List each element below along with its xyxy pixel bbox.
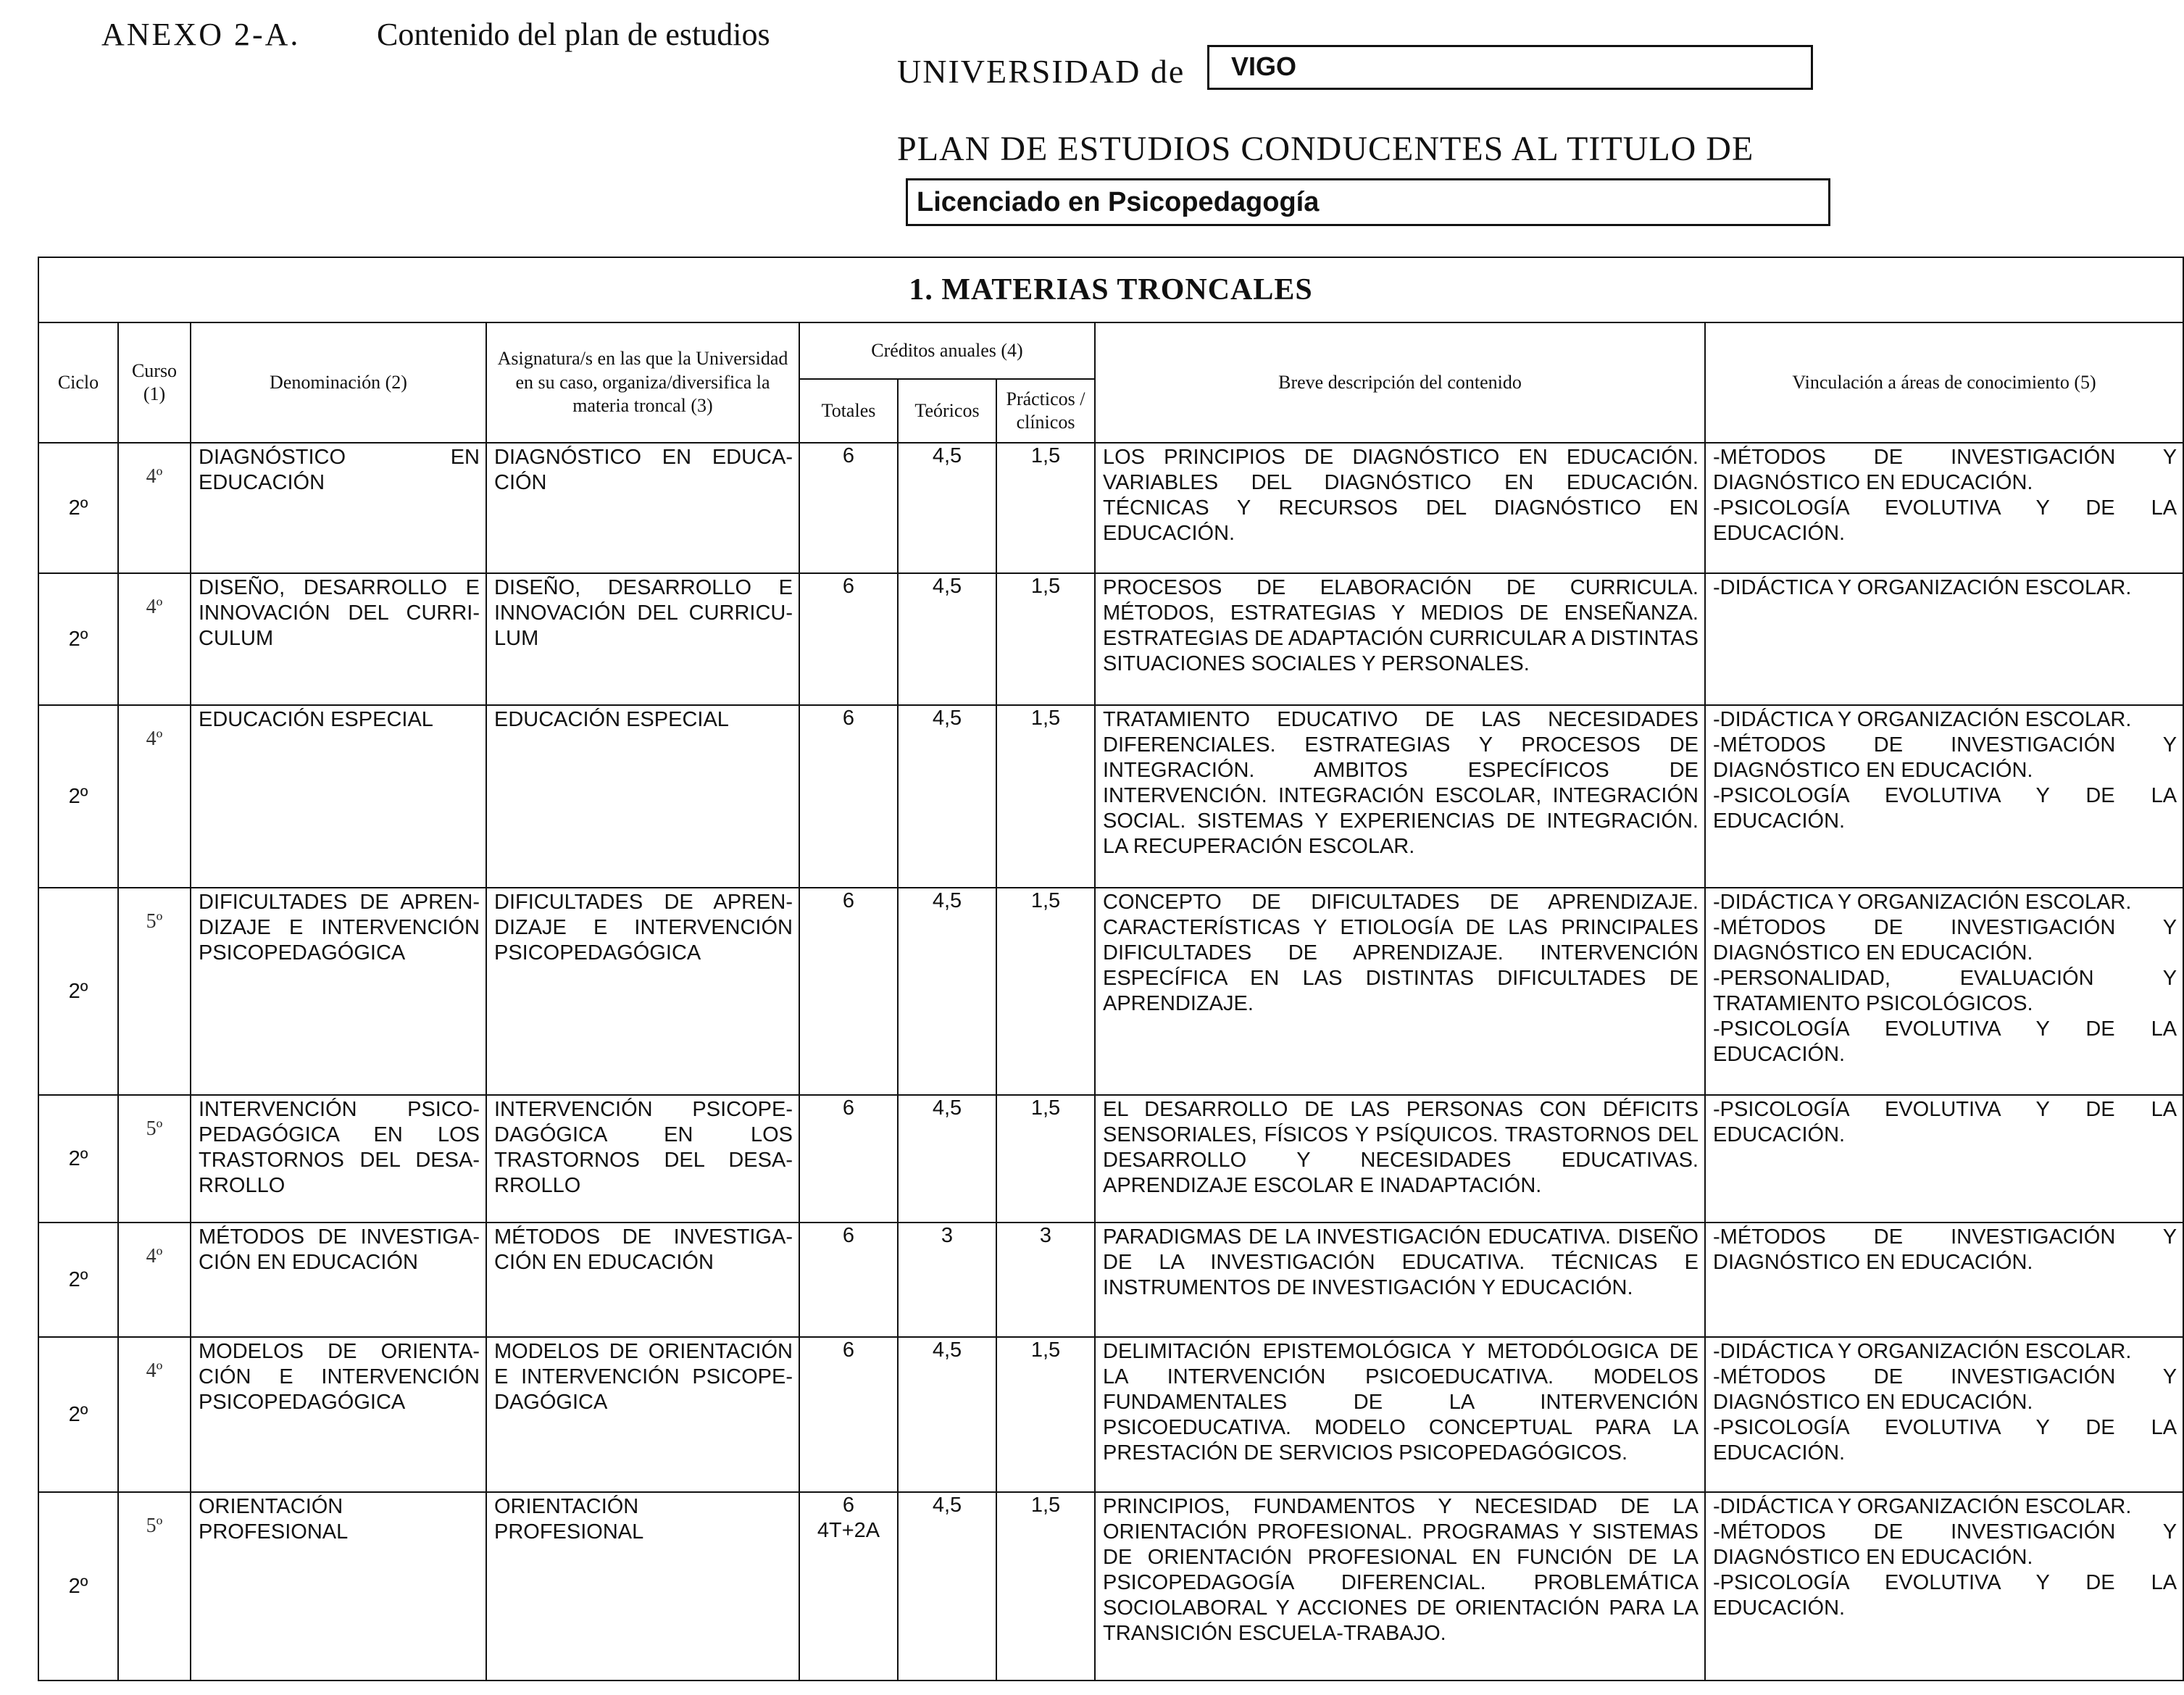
anexo-label: ANEXO 2-A. <box>101 17 301 52</box>
col-denominacion: Denominación (2) <box>191 322 486 443</box>
table-body <box>38 443 2183 1681</box>
totales-cell <box>799 1223 898 1337</box>
totales-value: 6 <box>842 1096 855 1120</box>
practicos-cell: 1,5 <box>996 1337 1095 1492</box>
asignatura-cell: DIAGNÓSTICO EN EDUCA-CIÓN <box>486 443 799 573</box>
curso-cell: 5º <box>118 1492 191 1681</box>
descripcion-cell: LOS PRINCIPIOS DE DIAGNÓSTICO EN EDUCACIÓN. VARIABLES DEL DIAGNÓSTICO EN EDUCACIÓN. TÉCNICAS Y RECURSOS DEL DIAGNÓSTICO EN EDUCACIÓN. <box>1095 443 1705 573</box>
totales-cell <box>799 705 898 888</box>
area-item: -PSICOLOGÍA EVOLUTIVA Y DE LA EDUCACIÓN. <box>1713 1098 2177 1146</box>
denominacion-cell: DIAGNÓSTICO EN EDUCACIÓN <box>191 443 486 573</box>
totales-value: 6 <box>842 889 855 912</box>
area-item: -DIDÁCTICA Y ORGANIZACIÓN ESCOLAR. <box>1713 708 2132 731</box>
area-item: -MÉTODOS DE INVESTIGACIÓN Y DIAGNÓSTICO EN EDUCACIÓN. <box>1713 1520 2177 1569</box>
descripcion-cell: EL DESARROLLO DE LAS PERSONAS CON DÉFICITS SENSORIALES, FÍSICOS Y PSÍQUICOS. TRASTORNOS DEL DESARROLLO Y NECESIDADES EDUCATIVAS. APRENDIZAJE ESCOLAR E INADAPTACIÓN. <box>1095 1095 1705 1223</box>
denominacion-cell: DISEÑO, DESARROLLO E INNOVACIÓN DEL CURRI-CULUM <box>191 573 486 705</box>
totales-cell <box>799 573 898 705</box>
descripcion-cell: TRATAMIENTO EDUCATIVO DE LAS NECESIDADES DIFERENCIALES. ESTRATEGIAS Y PROCESOS DE INTEGRACIÓN. AMBITOS ESPECÍFICOS DE INTERVENCIÓN. INTEGRACIÓN ESCOLAR, INTEGRACIÓN SOCIAL. SISTEMAS Y EXPERIENCIAS DE INTEGRACIÓN. LA RECUPERACIÓN ESCOLAR. <box>1095 705 1705 888</box>
ciclo-cell: 2º <box>38 1095 118 1223</box>
descripcion-cell: PROCESOS DE ELABORACIÓN DE CURRICULA. MÉTODOS, ESTRATEGIAS Y MEDIOS DE ENSEÑANZA. ESTRATEGIAS DE ADAPTACIÓN CURRICULAR A DISTINTAS SITUACIONES SOCIALES Y PERSONALES. <box>1095 573 1705 705</box>
ciclo-cell: 2º <box>38 1492 118 1681</box>
totales-value: 6 <box>842 707 855 730</box>
descripcion-cell: PRINCIPIOS, FUNDAMENTOS Y NECESIDAD DE LA ORIENTACIÓN PROFESIONAL. PROGRAMAS Y SISTEMAS DE ORIENTACIÓN PROFESIONAL EN FUNCIÓN DE LA PSICOPEDAGOGÍA DIFERENCIAL. PROBLEMÁTICA SOCIOLABORAL Y ACCIONES DE ORIENTACIÓN PARA LA TRANSICIÓN ESCUELA-TRABAJO. <box>1095 1492 1705 1681</box>
areas-cell <box>1705 1223 2183 1337</box>
col-curso: Curso (1) <box>118 322 191 443</box>
area-item: -PSICOLOGÍA EVOLUTIVA Y DE LA EDUCACIÓN. <box>1713 1416 2177 1465</box>
area-item: -DIDÁCTICA Y ORGANIZACIÓN ESCOLAR. <box>1713 1340 2132 1363</box>
totales-cell <box>799 1337 898 1492</box>
curso-cell: 5º <box>118 888 191 1095</box>
totales-value: 6 <box>842 575 855 598</box>
practicos-cell: 1,5 <box>996 705 1095 888</box>
titulo-box <box>906 178 1830 226</box>
descripcion-cell: PARADIGMAS DE LA INVESTIGACIÓN EDUCATIVA. DISEÑO DE LA INVESTIGACIÓN EDUCATIVA. TÉCNICAS E INSTRUMENTOS DE INVESTIGACIÓN Y EDUCACIÓN. <box>1095 1223 1705 1337</box>
totales-value: 6 <box>842 1494 855 1517</box>
area-item: -MÉTODOS DE INVESTIGACIÓN Y DIAGNÓSTICO EN EDUCACIÓN. <box>1713 1225 2177 1274</box>
area-item: -MÉTODOS DE INVESTIGACIÓN Y DIAGNÓSTICO EN EDUCACIÓN. <box>1713 446 2177 494</box>
col-practicos: Prácticos / clínicos <box>996 379 1095 443</box>
col-teoricos: Teóricos <box>898 379 996 443</box>
areas-cell <box>1705 1492 2183 1681</box>
area-item: -DIDÁCTICA Y ORGANIZACIÓN ESCOLAR. <box>1713 1495 2132 1518</box>
teoricos-cell: 4,5 <box>898 705 996 888</box>
totales-value: 6 <box>842 1338 855 1362</box>
practicos-cell: 1,5 <box>996 888 1095 1095</box>
practicos-cell: 1,5 <box>996 443 1095 573</box>
areas-cell <box>1705 443 2183 573</box>
table-row <box>38 573 2183 705</box>
col-creditos: Créditos anuales (4) <box>799 322 1095 379</box>
area-item: -MÉTODOS DE INVESTIGACIÓN Y DIAGNÓSTICO EN EDUCACIÓN. <box>1713 1365 2177 1414</box>
asignatura-cell: DISEÑO, DESARROLLO E INNOVACIÓN DEL CURRICU-LUM <box>486 573 799 705</box>
practicos-cell: 3 <box>996 1223 1095 1337</box>
teoricos-cell: 3 <box>898 1223 996 1337</box>
practicos-cell: 1,5 <box>996 1492 1095 1681</box>
universidad-box <box>1207 45 1813 90</box>
curso-cell: 5º <box>118 1095 191 1223</box>
curso-cell: 4º <box>118 1337 191 1492</box>
areas-cell <box>1705 1337 2183 1492</box>
table-row <box>38 705 2183 888</box>
ciclo-cell: 2º <box>38 443 118 573</box>
denominacion-cell: MÉTODOS DE INVESTIGA-CIÓN EN EDUCACIÓN <box>191 1223 486 1337</box>
table-row <box>38 443 2183 573</box>
table-row <box>38 888 2183 1095</box>
ciclo-cell: 2º <box>38 705 118 888</box>
descripcion-cell: DELIMITACIÓN EPISTEMOLÓGICA Y METODÓLOGICA DE LA INTERVENCIÓN PSICOEDUCATIVA. MODELOS FUNDAMENTALES DE LA INTERVENCIÓN PSICOEDUCATIVA. MODELO CONCEPTUAL PARA LA PRESTACIÓN DE SERVICIOS PSICOPEDAGÓGICOS. <box>1095 1337 1705 1492</box>
teoricos-cell: 4,5 <box>898 573 996 705</box>
asignatura-cell: DIFICULTADES DE APREN-DIZAJE E INTERVENCIÓN PSICOPEDAGÓGICA <box>486 888 799 1095</box>
teoricos-cell: 4,5 <box>898 1337 996 1492</box>
col-ciclo: Ciclo <box>38 322 118 443</box>
asignatura-cell: ORIENTACIÓN PROFESIONAL <box>486 1492 799 1681</box>
denominacion-cell: DIFICULTADES DE APREN-DIZAJE E INTERVENCIÓN PSICOPEDAGÓGICA <box>191 888 486 1095</box>
ciclo-cell: 2º <box>38 1337 118 1492</box>
col-descripcion: Breve descripción del contenido <box>1095 322 1705 443</box>
curso-cell: 4º <box>118 443 191 573</box>
descripcion-cell: CONCEPTO DE DIFICULTADES DE APRENDIZAJE. CARACTERÍSTICAS Y ETIOLOGÍA DE LAS PRINCIPALES DIFICULTADES DE APRENDIZAJE. INTERVENCIÓN ESPECÍFICA EN LAS DISTINTAS DIFICULTADES DE APRENDIZAJE. <box>1095 888 1705 1095</box>
teoricos-cell: 4,5 <box>898 1492 996 1681</box>
totales-cell <box>799 1492 898 1681</box>
document-subtitle: Contenido del plan de estudios <box>377 17 770 52</box>
curso-cell: 4º <box>118 1223 191 1337</box>
practicos-cell: 1,5 <box>996 1095 1095 1223</box>
table-row <box>38 1095 2183 1223</box>
area-item: -PSICOLOGÍA EVOLUTIVA Y DE LA EDUCACIÓN. <box>1713 784 2177 833</box>
asignatura-cell: MÉTODOS DE INVESTIGA-CIÓN EN EDUCACIÓN <box>486 1223 799 1337</box>
area-item: -PSICOLOGÍA EVOLUTIVA Y DE LA EDUCACIÓN. <box>1713 496 2177 545</box>
universidad-label: UNIVERSIDAD de <box>897 53 1185 90</box>
area-item: -PSICOLOGÍA EVOLUTIVA Y DE LA EDUCACIÓN. <box>1713 1017 2177 1066</box>
totales-cell <box>799 443 898 573</box>
ciclo-cell: 2º <box>38 888 118 1095</box>
areas-cell <box>1705 888 2183 1095</box>
ciclo-cell: 2º <box>38 573 118 705</box>
area-item: -DIDÁCTICA Y ORGANIZACIÓN ESCOLAR. <box>1713 891 2132 914</box>
totales-cell <box>799 888 898 1095</box>
denominacion-cell: INTERVENCIÓN PSICO-PEDAGÓGICA EN LOS TRASTORNOS DEL DESA-RROLLO <box>191 1095 486 1223</box>
asignatura-cell: EDUCACIÓN ESPECIAL <box>486 705 799 888</box>
denominacion-cell: MODELOS DE ORIENTA-CIÓN E INTERVENCIÓN PSICOPEDAGÓGICA <box>191 1337 486 1492</box>
section-title: 1. MATERIAS TRONCALES <box>38 257 2183 322</box>
table-row <box>38 1223 2183 1337</box>
denominacion-cell: ORIENTACIÓN PROFESIONAL <box>191 1492 486 1681</box>
materias-table <box>38 257 2184 1681</box>
area-item: -MÉTODOS DE INVESTIGACIÓN Y DIAGNÓSTICO EN EDUCACIÓN. <box>1713 733 2177 782</box>
practicos-cell: 1,5 <box>996 573 1095 705</box>
areas-cell <box>1705 1095 2183 1223</box>
areas-cell <box>1705 705 2183 888</box>
teoricos-cell: 4,5 <box>898 888 996 1095</box>
asignatura-cell: INTERVENCIÓN PSICOPE-DAGÓGICA EN LOS TRASTORNOS DEL DESA-RROLLO <box>486 1095 799 1223</box>
asignatura-cell: MODELOS DE ORIENTACIÓN E INTERVENCIÓN PSICOPE-DAGÓGICA <box>486 1337 799 1492</box>
titulo-value: Licenciado en Psicopedagogía <box>917 187 1320 217</box>
totales-cell <box>799 1095 898 1223</box>
totales-value: 6 <box>842 1224 855 1247</box>
areas-cell <box>1705 573 2183 705</box>
ciclo-cell: 2º <box>38 1223 118 1337</box>
denominacion-cell: EDUCACIÓN ESPECIAL <box>191 705 486 888</box>
plan-label: PLAN DE ESTUDIOS CONDUCENTES AL TITULO DE <box>897 130 1754 168</box>
table-row <box>38 1337 2183 1492</box>
teoricos-cell: 4,5 <box>898 443 996 573</box>
curso-cell: 4º <box>118 573 191 705</box>
area-item: -PERSONALIDAD, EVALUACIÓN Y TRATAMIENTO PSICOLÓGICOS. <box>1713 967 2177 1015</box>
col-totales: Totales <box>799 379 898 443</box>
teoricos-cell: 4,5 <box>898 1095 996 1223</box>
totales-sub: 4T+2A <box>817 1519 880 1542</box>
area-item: -PSICOLOGÍA EVOLUTIVA Y DE LA EDUCACIÓN. <box>1713 1571 2177 1620</box>
col-vinculacion: Vinculación a áreas de conocimiento (5) <box>1705 322 2183 443</box>
curso-cell: 4º <box>118 705 191 888</box>
area-item: -MÉTODOS DE INVESTIGACIÓN Y DIAGNÓSTICO EN EDUCACIÓN. <box>1713 916 2177 965</box>
col-asignatura: Asignatura/s en las que la Universidad en su caso, organiza/diversifica la materia troncal (3) <box>486 322 799 443</box>
area-item: -DIDÁCTICA Y ORGANIZACIÓN ESCOLAR. <box>1713 576 2132 599</box>
table-row <box>38 1492 2183 1681</box>
totales-value: 6 <box>842 444 855 467</box>
universidad-value: VIGO <box>1231 51 1297 81</box>
